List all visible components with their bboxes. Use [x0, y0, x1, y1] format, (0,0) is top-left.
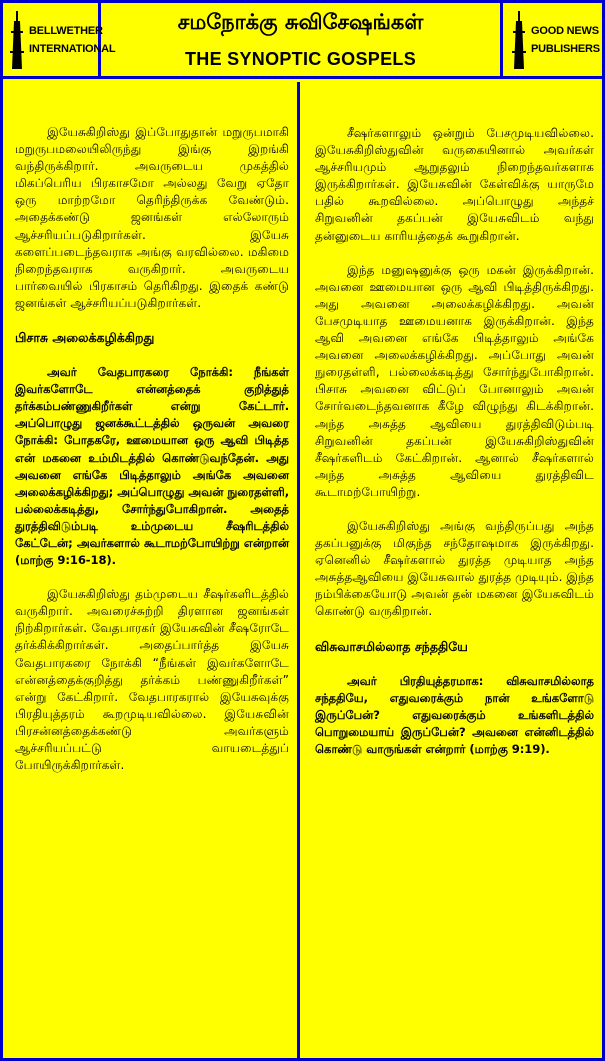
- header: [3, 3, 602, 79]
- right-logo-line1: GOOD NEWS: [531, 24, 599, 37]
- left-paragraph-2: இயேசுகிறிஸ்து தம்முடைய சீஷர்களிடத்தில் வருகிறார். அவரைச்சுற்றி திரளான ஜனங்கள் நிற்கிறார்கள். வேதபாரகர் இயேசுவின் சீஷரோடே தர்க்கிக்கிறார்கள். அதைப்பார்த்த இயேசு வேதபாரகரை நோக்கி “நீங்கள் இவர்களோடே என்னத்தைக்குறித்து தர்க்கம் பண்ணுகிறீர்கள்” என்று கேட்கிறார். வேதபாரகரால் இயேசுவுக்கு பிரதியுத்தரம் கூறமுடியவில்லை. இயேசுவின் பிரசன்னத்தைக்கண்டு அவர்களும் ஆச்சரியப்பட்டு வாயடைத்துப் போயிருக்கிறார்கள்.: [15, 587, 289, 773]
- section-heading-demon: பிசாசு அலைக்கழிக்கிறது: [15, 330, 155, 346]
- right-column: [303, 82, 602, 1058]
- bellwether-logo: [3, 3, 116, 76]
- scripture-quote-mark-9-19: அவர் பிரதியுத்தரமாக: விசுவாசமில்லாத சந்ததியே, எதுவரைக்கும் நான் உங்களோடு இருப்பேன்? எதுவரைக்கும் உங்களிடத்தில் பொறுமையாய் இருப்பேன்? அவனை என்னிடத்தில் கொண்டு வாருங்கள் என்றார் (மாற்கு 9:19).: [315, 673, 594, 756]
- scripture-quote-mark-9-16-18: அவர் வேதபாரகரை நோக்கி: நீங்கள் இவர்களோடே என்னத்தைக் குறித்துத் தர்க்கம்பண்ணுகிறீர்கள் என்று கேட்டார். அப்பொழுது ஜனக்கூட்டத்தில் ஒருவன் அவரை நோக்கி: போதகரே, ஊமையான ஒரு ஆவி பிடித்த என் மகனை உம்மிடத்தில் கொண்டுவந்தேன். அது அவனை எங்கே பிடித்தாலும் அங்கே அவனை அலைக்கழிக்கிறது; அப்பொழுது அவன் நுரைதள்ளி, பல்லைக்கடித்து, சோர்ந்துபோகிறான். அதைத் துரத்திவிடும்படி உம்முடைய சீஷரிடத்தில் கேட்டேன்; அவர்களால் கூடாமற்போயிற்று என்றான் (மாற்கு 9:16-18).: [15, 365, 289, 568]
- page-title-english: THE SYNOPTIC GOSPELS: [184, 49, 417, 69]
- section-heading-faithless-generation: விசுவாசமில்லாத சந்ததியே: [315, 638, 468, 654]
- left-logo-line2: INTERNATIONAL: [29, 42, 116, 55]
- good-news-logo: [500, 3, 602, 76]
- page-title-tamil: சமநோக்கு சுவிசேஷங்கள்: [177, 10, 424, 34]
- right-paragraph-2: இந்த மனுஷனுக்கு ஒரு மகன் இருக்கிறான். அவனை ஊமையான ஒரு ஆவி பிடித்திருக்கிறது. அது அவனை அலைக்கழிக்கிறது. அவன் பேசமுடியாத ஊமையனாக இருக்கிறான். இந்த ஆவி அவனை எங்கே பிடித்தாலும் அங்கே அவனை அலைக்கழிக்கிறது. அப்போது அவன் நுரைதள்ளி, பல்லைக்கடித்து சோர்ந்துபோகிறான். பிசாசு அவனை விட்டுப் போனாலும் அவன் சோர்வடைந்தவனாக கீழே விழுந்து கிடக்கிறான். அந்த அசுத்த ஆவியை துரத்திவிடும்படி சிறுவனின் தகப்பன் இயேசுகிறிஸ்துவின் சீஷர்களிடம் கேட்கிறான். ஆனால் சீஷர்களால் அந்த அசுத்த ஆவியை துரத்திவிட கூடாமற்போயிற்று.: [315, 262, 594, 499]
- left-column: [3, 82, 300, 1058]
- left-paragraph-1: இயேசுகிறிஸ்து இப்போதுதான் மறுருபமாகி மறுருபமலையிலிருந்து இங்கு இறங்கி வந்திருக்கிறார். அவருடைய முகத்தில் மிகப்பெரிய பிரகாசமோ அல்லது வேறு ஏதோ ஒரு மாற்றமோ தெரிந்திருக்க வேண்டும். அதைக்கண்டு ஜனங்கள் எல்லோரும் ஆச்சரியப்படுகிறார்கள். இயேசு களைப்படைந்தவராக அங்கு வரவில்லை. மகிமை நிறைந்தவராக வருகிறார். அவருடைய பார்வையில் பிரகாசம் தெரிகிறது. இதைக் கண்டு ஜனங்கள் ஆச்சரியப்படுகிறார்கள்.: [15, 125, 289, 310]
- right-paragraph-3: இயேசுகிறிஸ்து அங்கு வந்திருப்பது அந்த தகப்பனுக்கு மிகுந்த சந்தோஷமாக இருக்கிறது. ஏனெனில் சீஷர்களால் துரத்த முடியாத அந்த அசுத்தஆவியை இயேசுவால் துரத்த முடியும். இந்த நம்பிக்கையோடு அவன் தன் மகனை இயேசுவிடம் கொண்டு வருகிறான்.: [315, 518, 594, 619]
- tower-icon: [511, 11, 527, 69]
- right-logo-line2: PUBLISHERS: [531, 42, 600, 55]
- tower-icon: [9, 11, 25, 69]
- left-logo-line1: BELLWETHER: [29, 24, 103, 37]
- title-block: [101, 3, 500, 76]
- right-paragraph-1: சீஷர்களாலும் ஒன்றும் பேசமுடியவில்லை. இயேசுகிறிஸ்துவின் வருகையினால் அவர்கள் ஆச்சரியமும் ஆறுதலும் நிறைந்தவர்களாக இருக்கிறார்கள். இயேசுவின் கேள்விக்கு யாருமே பதில் கூறவில்லை. அப்பொழுது அந்தச் சிறுவனின் தகப்பன் இயேசுவிடம் வந்து தன்னுடைய காரியத்தைக் கூறுகிறான்.: [315, 126, 594, 243]
